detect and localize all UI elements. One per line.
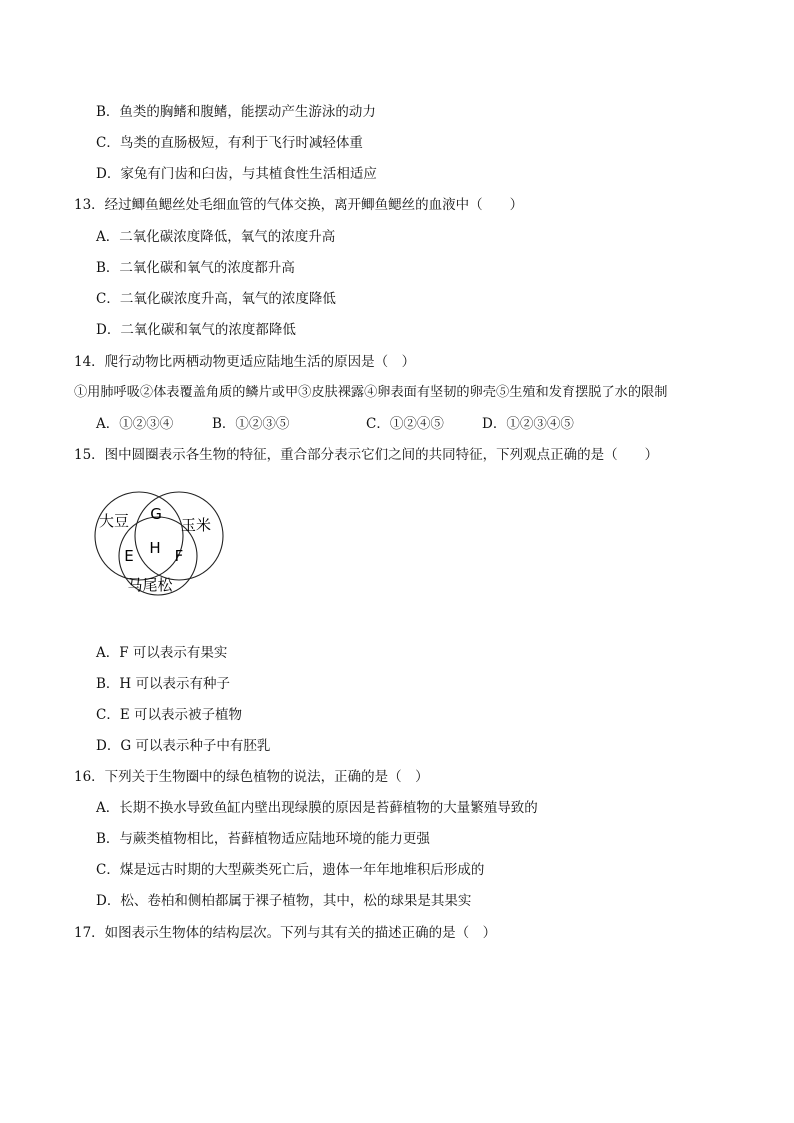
q13-option-c: C．二氧化碳浓度升高，氧气的浓度降低	[96, 291, 336, 307]
q14-options-row	[96, 415, 574, 433]
circle-dadou	[95, 492, 183, 580]
venn-diagram	[86, 484, 226, 604]
q13-stem: 13．经过鲫鱼鳃丝处毛细血管的气体交换，离开鲫鱼鳃丝的血液中（ ）	[74, 197, 524, 213]
label-e: E	[124, 547, 134, 565]
q15-option-c: C．E 可以表示被子植物	[96, 707, 242, 723]
q12-option-b: B．鱼类的胸鳍和腹鳍，能摆动产生游泳的动力	[96, 104, 376, 120]
q15-option-a: A．F 可以表示有果实	[96, 645, 228, 661]
q16-option-c: C．煤是远古时期的大型蕨类死亡后，遗体一年年地堆积后形成的	[96, 862, 485, 878]
q14-option-d: D．①②③④⑤	[482, 416, 574, 432]
q14-option-b: B．①②③⑤	[212, 416, 290, 432]
label-yumi: 玉米	[180, 516, 212, 534]
q16-option-d: D．松、卷柏和侧柏都属于裸子植物，其中，松的球果是其果实	[96, 893, 472, 909]
label-h: H	[149, 539, 161, 557]
label-maweisong: 马尾松	[127, 576, 173, 594]
q12-option-d: D．家兔有门齿和臼齿，与其植食性生活相适应	[96, 166, 377, 182]
q13-option-b: B．二氧化碳和氧气的浓度都升高	[96, 260, 295, 276]
label-f: F	[174, 547, 184, 565]
q17-stem: 17．如图表示生物体的结构层次。下列与其有关的描述正确的是（ ）	[74, 925, 497, 941]
q15-option-b: B．H 可以表示有种子	[96, 676, 230, 692]
q13-option-a: A．二氧化碳浓度降低，氧气的浓度升高	[96, 229, 336, 245]
label-dadou: 大豆	[98, 512, 130, 530]
q15-option-d: D．G 可以表示种子中有胚乳	[96, 738, 271, 754]
q14-statements: ①用肺呼吸②体表覆盖角质的鳞片或甲③皮肤裸露④卵表面有坚韧的卵壳⑤生殖和发育摆脱了水的限制	[74, 385, 668, 400]
q16-stem: 16．下列关于生物圈中的绿色植物的说法，正确的是（ ）	[74, 769, 429, 785]
q12-option-c: C．鸟类的直肠极短，有利于飞行时减轻体重	[96, 135, 363, 151]
q16-option-a: A．长期不换水导致鱼缸内壁出现绿膜的原因是苔藓植物的大量繁殖导致的	[96, 800, 538, 816]
label-g: G	[150, 505, 162, 523]
q14-stem: 14．爬行动物比两栖动物更适应陆地生活的原因是（ ）	[74, 354, 416, 370]
q14-option-c: C．①②④⑤	[366, 416, 444, 432]
circle-yumi	[135, 492, 223, 580]
q13-option-d: D．二氧化碳和氧气的浓度都降低	[96, 322, 296, 338]
q16-option-b: B．与蕨类植物相比，苔藓植物适应陆地环境的能力更强	[96, 831, 430, 847]
q14-option-a: A．①②③④	[96, 416, 174, 432]
q15-stem: 15．图中圆圈表示各生物的特征，重合部分表示它们之间的共同特征，下列观点正确的是（ ）	[74, 447, 659, 463]
